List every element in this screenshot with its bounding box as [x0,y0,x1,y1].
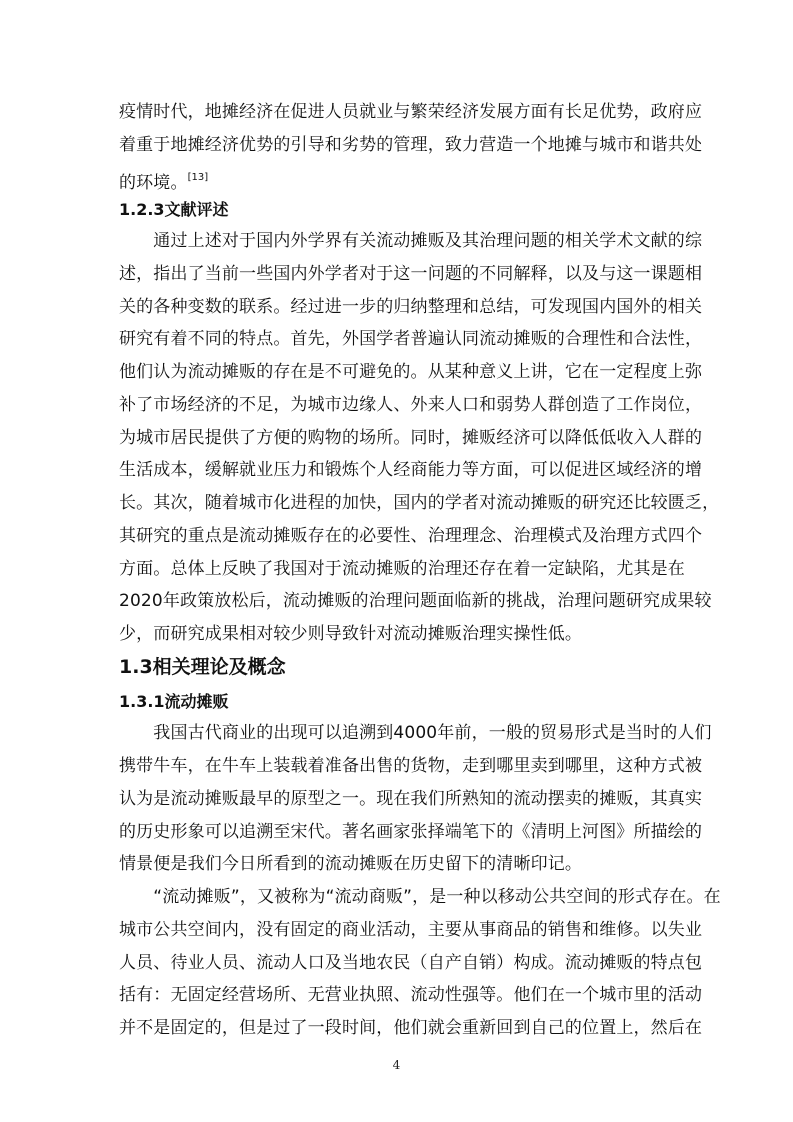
body-text-line: 关的各种变数的联系。经过进一步的归纳整理和总结，可发现国内国外的相关 [119,297,703,317]
body-text-line: 通过上述对于国内外学界有关流动摊贩及其治理问题的相关学术文献的综 [119,231,703,251]
body-text-line: 并不是固定的，但是过了一段时间，他们就会重新回到自己的位置上，然后在 [119,1018,703,1038]
body-text-line: 括有：无固定经营场所、无营业执照、流动性强等。他们在一个城市里的活动 [119,985,703,1005]
body-text-line: 其研究的重点是流动摊贩存在的必要性、治理理念、治理模式及治理方式四个 [119,526,703,546]
body-text-line: 述，指出了当前一些国内外学者对于这一问题的不同解释，以及与这一课题相 [119,264,703,284]
page-number: 4 [392,1058,401,1072]
section-heading-1-3: 1.3相关理论及概念 [119,656,286,678]
body-text-line: 携带牛车，在牛车上装载着准备出售的货物，走到哪里卖到哪里，这种方式被 [119,756,703,776]
body-text: 的环境。 [119,173,188,193]
body-text-line: “流动摊贩”，又被称为“流动商贩”，是一种以移动公共空间的形式存在。在 [119,887,721,907]
body-text-line: 我国古代商业的出现可以追溯到4000年前，一般的贸易形式是当时的人们 [119,723,712,743]
body-text-line: 着重于地摊经济优势的引导和劣势的管理，致力营造一个地摊与城市和谐共处 [119,135,703,155]
body-text-line: 认为是流动摊贩最早的原型之一。现在我们所熟知的流动摆卖的摊贩，其真实 [119,789,703,809]
body-text-line: 他们认为流动摊贩的存在是不可避免的。从某种意义上讲，它在一定程度上弥 [119,362,703,382]
body-text-line: 生活成本，缓解就业压力和锻炼个人经商能力等方面，可以促进区域经济的增 [119,460,703,480]
body-text-line: 人员、待业人员、流动人口及当地农民（自产自销）构成。流动摊贩的特点包 [119,953,703,973]
section-heading-1-3-1: 1.3.1流动摊贩 [119,692,229,711]
body-text-line: 疫情时代，地摊经济在促进人员就业与繁荣经济发展方面有长足优势，政府应 [119,102,703,122]
body-text-line: 2020年政策放松后，流动摊贩的治理问题面临新的挑战，治理问题研究成果较 [119,591,712,611]
body-text-line: 城市公共空间内，没有固定的商业活动，主要从事商品的销售和维修。以失业 [119,920,703,940]
body-text-line: 的历史形象可以追溯至宋代。著名画家张择端笔下的《清明上河图》所描绘的 [119,822,703,842]
body-text-line [119,166,675,195]
body-text-line: 为城市居民提供了方便的购物的场所。同时，摊贩经济可以降低低收入人群的 [119,428,703,448]
body-text-line: 方面。总体上反映了我国对于流动摊贩的治理还存在着一定缺陷，尤其是在 [119,559,685,579]
citation-marker: [13] [187,172,209,183]
body-text-line: 补了市场经济的不足，为城市边缘人、外来人口和弱势人群创造了工作岗位， [119,395,703,415]
body-text-line: 少，而研究成果相对较少则导致针对流动摊贩治理实操性低。 [119,624,583,644]
body-text-line: 研究有着不同的特点。首先，外国学者普遍认同流动摊贩的合理性和合法性， [119,329,703,349]
body-text-line: 长。其次，随着城市化进程的加快，国内的学者对流动摊贩的研究还比较匮乏， [119,493,720,513]
body-text-line: 情景便是我们今日所看到的流动摊贩在历史留下的清晰印记。 [119,854,583,874]
section-heading-1-2-3: 1.2.3文献评述 [119,200,229,219]
